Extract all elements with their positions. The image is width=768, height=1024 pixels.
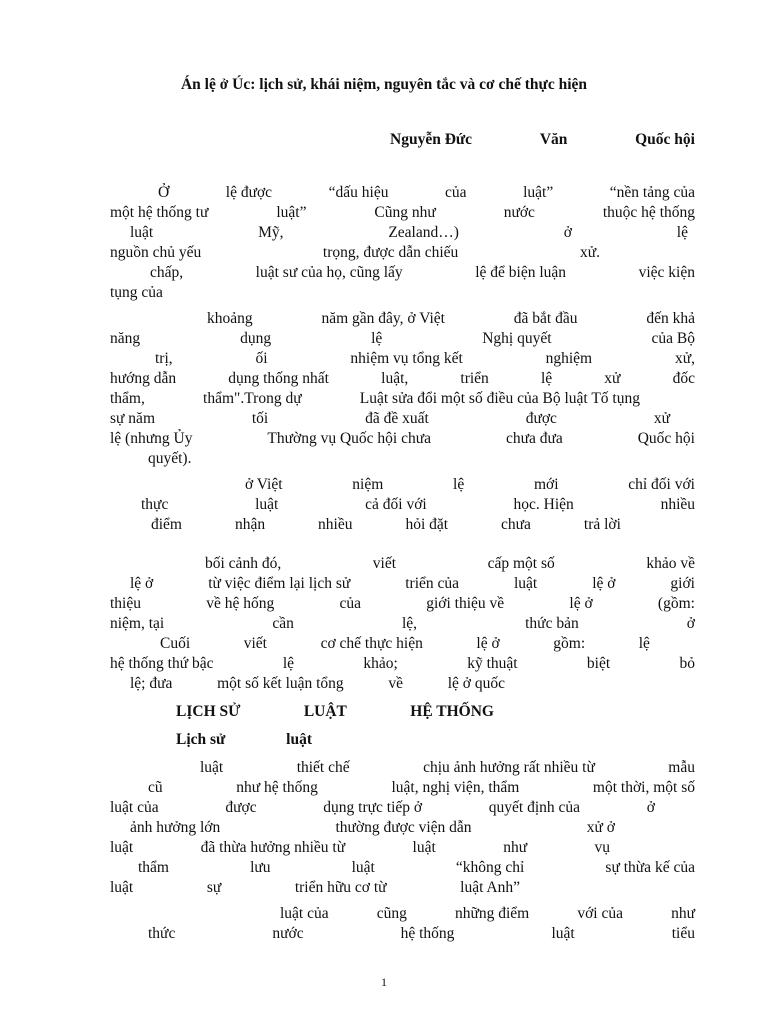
- text-fragment: được: [525, 410, 557, 427]
- text-fragment: một số kết luận tổng: [217, 675, 344, 692]
- text-fragment: lệ; đưa: [130, 675, 173, 692]
- text-fragment: năng: [110, 330, 141, 347]
- text-fragment: được: [225, 799, 257, 816]
- text-fragment: cả đối với: [365, 496, 427, 513]
- text-fragment: “nền tảng của: [609, 184, 695, 201]
- text-line: [110, 409, 670, 429]
- text-fragment: của Bộ: [651, 330, 695, 347]
- text-fragment: luật, nghị viện, thẩm: [391, 779, 520, 796]
- text-fragment: sự: [206, 879, 222, 896]
- text-fragment: mới: [533, 476, 559, 493]
- text-fragment: quyết).: [148, 450, 192, 467]
- text-fragment: ở: [686, 615, 695, 632]
- text-fragment: với của: [577, 905, 623, 922]
- text-line: [207, 309, 695, 329]
- text-fragment: của: [339, 595, 361, 612]
- text-fragment: xử.: [579, 244, 600, 261]
- text-fragment: lệ ở: [569, 595, 593, 612]
- text-fragment: một hệ thống tư: [110, 204, 209, 221]
- text-fragment: cũng: [376, 905, 407, 922]
- text-fragment: lệ (nhưng Ủy: [110, 430, 193, 447]
- text-fragment: (gồm:: [657, 595, 695, 612]
- text-line: [110, 614, 695, 634]
- text-fragment: về: [388, 675, 404, 692]
- text-fragment: luật”: [523, 184, 554, 201]
- text-fragment: lệ ở: [592, 575, 616, 592]
- text-fragment: sự năm: [110, 410, 155, 427]
- text-fragment: Ở: [158, 184, 170, 201]
- text-fragment: luật Anh”: [460, 879, 520, 896]
- text-line: [110, 389, 640, 409]
- text-fragment: lệ: [371, 330, 383, 347]
- text-line: [160, 634, 650, 654]
- text-fragment: niệm, tại: [110, 615, 165, 632]
- text-fragment: mẫu: [668, 759, 695, 776]
- text-fragment: lệ: [676, 224, 688, 241]
- text-line: [110, 594, 695, 614]
- text-line: [130, 818, 615, 838]
- text-fragment: gồm:: [553, 635, 586, 652]
- text-line: [150, 263, 695, 283]
- text-fragment: đến khả: [646, 310, 695, 327]
- text-line: [245, 475, 695, 495]
- text-fragment: chưa đưa: [505, 430, 563, 447]
- text-line: [148, 778, 695, 798]
- text-fragment: viết: [243, 635, 267, 652]
- text-fragment: Zealand…): [388, 224, 459, 241]
- text-fragment: luật: [130, 224, 154, 241]
- text-fragment: luật: [110, 839, 134, 856]
- text-fragment: hệ thống thứ bậc: [110, 655, 214, 672]
- text-fragment: nghiệm: [545, 350, 593, 367]
- text-line: [130, 574, 695, 594]
- text-fragment: khảo;: [363, 655, 398, 672]
- text-line: [110, 878, 520, 898]
- text-fragment: về hệ hống: [206, 595, 275, 612]
- text-fragment: triển hữu cơ từ: [294, 879, 387, 896]
- text-fragment: thẩm: [138, 859, 169, 876]
- text-fragment: một thời, một số: [592, 779, 695, 796]
- text-fragment: ở: [563, 224, 572, 241]
- text-fragment: luật: [351, 859, 375, 876]
- text-fragment: luật của: [110, 799, 159, 816]
- text-fragment: như hệ thống: [236, 779, 318, 796]
- text-line: [141, 495, 695, 515]
- text-fragment: của: [445, 184, 467, 201]
- text-fragment: Cuối: [160, 635, 191, 652]
- text-line: [148, 449, 218, 469]
- text-fragment: chấp,: [150, 264, 184, 281]
- text-line: [110, 429, 695, 449]
- text-fragment: thuộc hệ thống: [602, 204, 695, 221]
- text-line: [110, 283, 170, 303]
- text-fragment: như: [503, 839, 528, 856]
- text-fragment: đốc: [672, 370, 695, 387]
- text-fragment: cũ: [148, 779, 163, 796]
- page-number: 1: [381, 975, 387, 989]
- text-fragment: thiệu: [110, 595, 141, 612]
- text-fragment: xử: [604, 370, 621, 387]
- text-fragment: từ việc điểm lại lịch sử: [208, 575, 351, 592]
- text-fragment: thức: [148, 925, 176, 942]
- text-fragment: đã thừa hưởng nhiều từ: [200, 839, 346, 856]
- text-fragment: chỉ đối với: [628, 476, 695, 493]
- text-line: [110, 369, 695, 389]
- text-fragment: quyết định của: [488, 799, 581, 816]
- text-line: [205, 554, 695, 574]
- text-fragment: ối: [255, 350, 268, 367]
- text-fragment: Thường vụ Quốc hội chưa: [267, 430, 431, 447]
- text-fragment: lệ: [282, 655, 295, 672]
- text-line: [130, 223, 688, 243]
- text-fragment: biệt: [586, 655, 611, 672]
- text-fragment: ở Việt: [245, 476, 283, 493]
- text-fragment: giới thiệu về: [426, 595, 505, 612]
- text-fragment: những điểm: [454, 905, 530, 922]
- text-fragment: chưa: [501, 516, 531, 533]
- text-fragment: thẩm".Trong dự: [203, 390, 302, 407]
- text-fragment: thực: [141, 496, 169, 513]
- text-line: [280, 904, 695, 924]
- text-fragment: Quốc hội: [637, 430, 695, 447]
- text-fragment: luật: [551, 925, 575, 942]
- text-fragment: trị,: [155, 350, 173, 367]
- text-fragment: thiết chế: [296, 759, 350, 776]
- text-fragment: Luật sửa đổi một số điều của Bộ luật Tố tụng: [359, 390, 640, 407]
- section-heading: [176, 703, 494, 721]
- text-fragment: luật: [513, 575, 538, 592]
- text-fragment: thường được viện dẫn: [335, 819, 472, 836]
- text-fragment: lệ để biện luận: [475, 264, 567, 281]
- text-line: [110, 329, 695, 349]
- subheading-part: luật: [286, 731, 312, 748]
- text-fragment: xử,: [674, 350, 695, 367]
- text-fragment: luật: [110, 879, 134, 896]
- text-fragment: thẩm,: [110, 390, 145, 407]
- text-fragment: luật sư của họ, cũng lấy: [255, 264, 403, 281]
- text-fragment: lệ ở quốc: [447, 675, 505, 692]
- text-fragment: cơ chế thực hiện: [320, 635, 423, 652]
- text-fragment: nhận: [234, 516, 266, 533]
- text-fragment: thức bản: [525, 615, 579, 632]
- text-fragment: kỹ thuật: [467, 655, 518, 672]
- document-title: Án lệ ở Úc: lịch sử, khái niệm, nguyên tắc và cơ chế thực hiện: [180, 76, 588, 93]
- text-fragment: hệ thống: [400, 925, 455, 942]
- text-line: [110, 654, 695, 674]
- text-fragment: luật: [412, 839, 436, 856]
- text-fragment: dụng: [240, 330, 272, 347]
- text-fragment: lệ: [453, 476, 465, 493]
- text-fragment: dụng trực tiếp ở: [323, 799, 423, 816]
- text-fragment: học. Hiện: [513, 496, 574, 513]
- text-fragment: khảo về: [646, 555, 695, 572]
- text-fragment: trọng, được dẫn chiếu: [322, 244, 459, 261]
- author-affiliation-1: Văn: [539, 131, 568, 148]
- text-fragment: nước: [272, 925, 304, 942]
- text-fragment: ở: [646, 799, 655, 816]
- text-fragment: hỏi đặt: [405, 516, 449, 533]
- heading-part: LỊCH SỬ: [176, 703, 241, 720]
- text-fragment: lệ ở: [476, 635, 500, 652]
- text-fragment: xử: [653, 410, 670, 427]
- text-fragment: khoảng: [207, 310, 253, 327]
- text-fragment: lệ: [638, 635, 650, 652]
- text-fragment: như: [671, 905, 695, 922]
- text-fragment: Nghị quyết: [482, 330, 552, 347]
- text-line: [151, 515, 621, 535]
- text-fragment: viết: [372, 555, 397, 572]
- text-fragment: tối: [251, 410, 269, 427]
- text-fragment: luật”: [276, 204, 307, 221]
- heading-part: LUẬT: [303, 703, 347, 720]
- text-fragment: lệ ở: [130, 575, 154, 592]
- text-fragment: luật: [255, 496, 279, 513]
- text-fragment: chịu ảnh hưởng rất nhiều từ: [423, 759, 595, 776]
- author-name: Nguyễn Đức: [390, 131, 473, 148]
- author-affiliation-2: Quốc hội: [635, 131, 695, 148]
- text-line: [110, 838, 610, 858]
- text-fragment: bối cảnh đó,: [205, 555, 282, 572]
- text-fragment: lệ được: [225, 184, 273, 201]
- text-line: [200, 758, 695, 778]
- text-fragment: Mỹ,: [258, 224, 284, 241]
- text-fragment: hướng dẫn: [110, 370, 177, 387]
- text-fragment: bỏ: [679, 655, 695, 672]
- text-fragment: dụng thống nhất: [228, 370, 329, 387]
- text-fragment: triển: [460, 370, 489, 387]
- text-fragment: nhiệm vụ tổng kết: [350, 350, 463, 367]
- text-fragment: sự thừa kế của: [605, 859, 695, 876]
- text-fragment: lệ: [540, 370, 553, 387]
- text-line: [110, 203, 695, 223]
- text-fragment: ảnh hưởng lớn: [130, 819, 221, 836]
- text-fragment: năm gần đây, ở Việt: [321, 310, 445, 327]
- text-fragment: Cũng như: [374, 204, 436, 221]
- text-fragment: giới: [670, 575, 695, 592]
- text-line: [110, 243, 600, 263]
- text-fragment: tụng của: [110, 284, 163, 301]
- text-fragment: đã bắt đầu: [513, 310, 578, 327]
- text-line: [155, 349, 695, 369]
- text-fragment: xử ở: [586, 819, 615, 836]
- text-fragment: điểm: [151, 516, 182, 533]
- text-fragment: luật: [200, 759, 224, 776]
- text-fragment: niệm: [352, 476, 384, 493]
- text-fragment: nguồn chủ yếu: [110, 244, 202, 261]
- text-fragment: nhiều: [318, 516, 353, 533]
- text-fragment: luật của: [280, 905, 329, 922]
- text-fragment: “dấu hiệu: [328, 184, 389, 201]
- text-fragment: lệ,: [401, 615, 418, 632]
- heading-part: HỆ THỐNG: [410, 703, 494, 720]
- author-line: [390, 131, 695, 149]
- text-fragment: trả lời: [583, 516, 621, 533]
- text-fragment: vụ: [594, 839, 610, 856]
- text-fragment: việc kiện: [638, 264, 695, 281]
- text-fragment: đã đề xuất: [365, 410, 429, 427]
- text-fragment: cần: [272, 615, 294, 632]
- text-fragment: nhiều: [660, 496, 695, 513]
- text-fragment: triển của: [405, 575, 460, 592]
- text-fragment: “không chỉ: [455, 859, 525, 876]
- text-line: [130, 674, 505, 694]
- text-fragment: lưu: [250, 859, 271, 876]
- text-line: [138, 858, 695, 878]
- subsection-heading: [176, 731, 312, 749]
- text-fragment: tiểu: [671, 925, 695, 942]
- text-fragment: luật,: [381, 370, 409, 387]
- text-fragment: nước: [503, 204, 535, 221]
- text-fragment: cấp một số: [487, 555, 555, 572]
- text-line: [148, 924, 695, 944]
- text-line: [158, 183, 695, 203]
- text-line: [110, 798, 655, 818]
- subheading-part: Lịch sử: [176, 731, 226, 748]
